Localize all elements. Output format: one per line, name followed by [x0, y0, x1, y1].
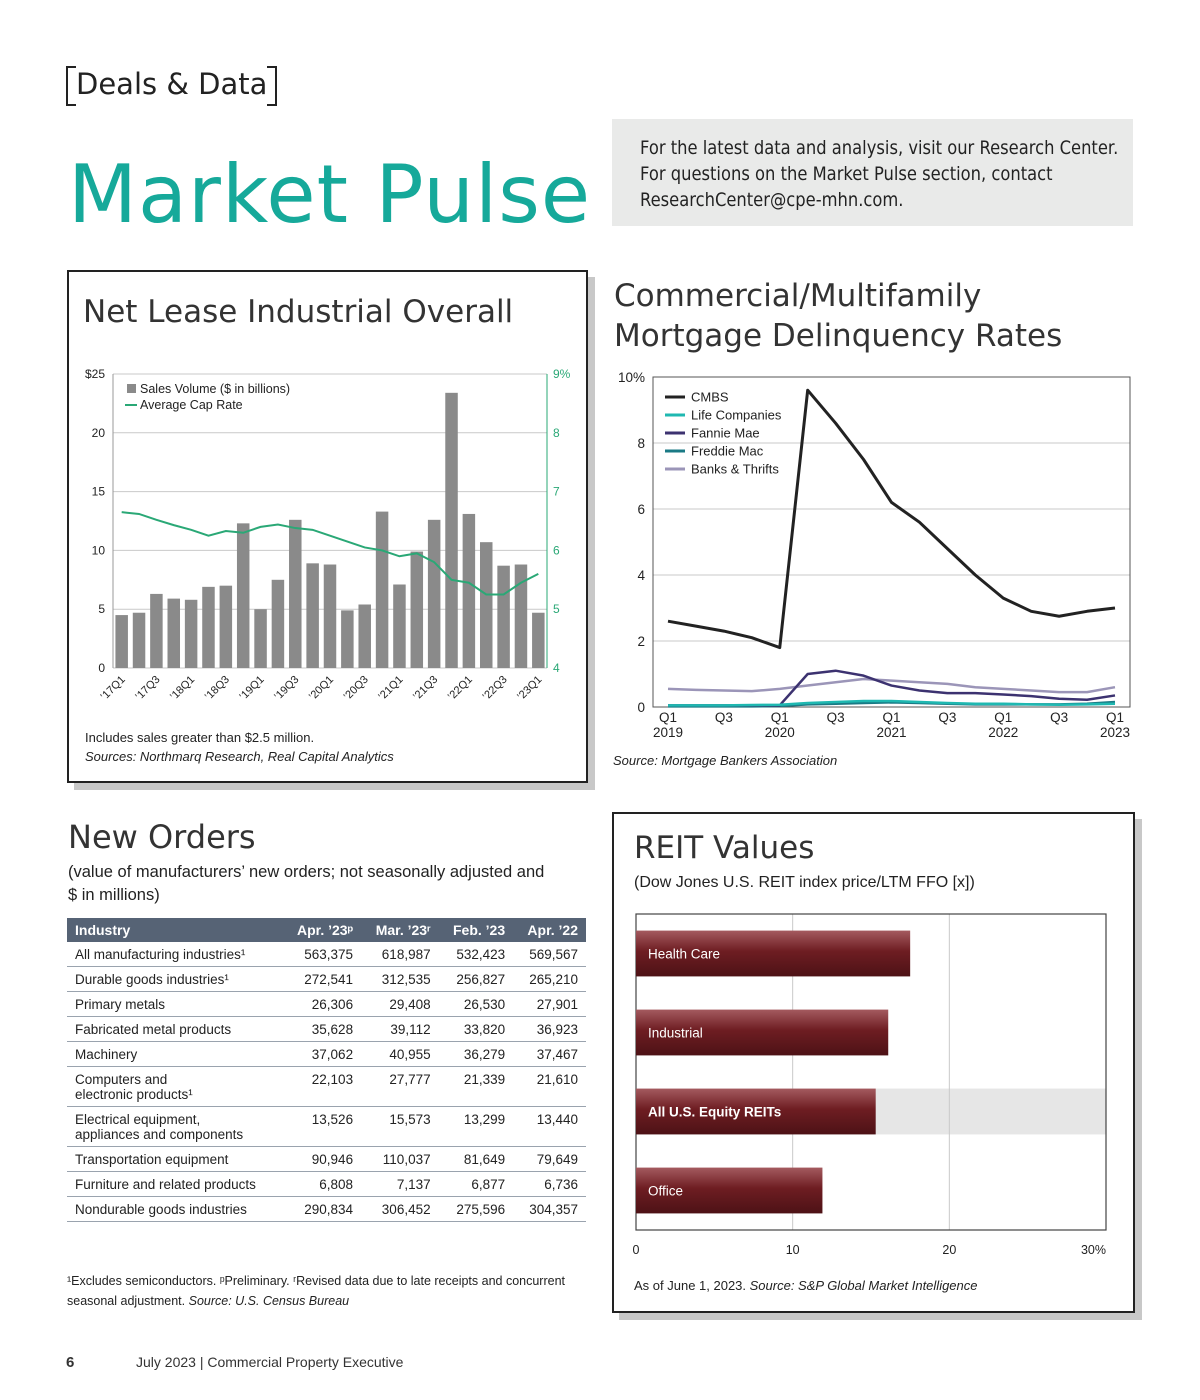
table-row [67, 1017, 586, 1042]
value-cell: 40,955 [361, 1042, 439, 1067]
industry-cell [67, 1147, 282, 1172]
net-lease-note: Includes sales greater than $2.5 million. [85, 730, 315, 745]
footer-issue: July 2023 [136, 1354, 196, 1370]
x-tick-year-label: 2020 [764, 725, 795, 740]
delinquency-title-line2: Mortgage Delinquency Rates [614, 318, 1063, 354]
sales-volume-bar [289, 520, 301, 668]
industry-cell [67, 1107, 282, 1147]
value-cell: 265,210 [513, 967, 586, 992]
value-cell: 6,808 [282, 1172, 361, 1197]
sales-volume-bar [376, 512, 388, 668]
value-cell: 90,946 [282, 1147, 361, 1172]
x-tick-label: ’17Q3 [133, 673, 163, 703]
y-tick-label-left: $25 [84, 367, 105, 381]
y-tick-label-left: 5 [98, 602, 105, 617]
reit-panel [612, 812, 1135, 1313]
y-tick-label-right: 4 [553, 661, 560, 675]
table-row [67, 1067, 586, 1107]
sales-volume-bar [220, 586, 232, 668]
sales-volume-bar [324, 565, 336, 668]
industry-cell [67, 942, 282, 967]
table-row [67, 942, 586, 967]
industry-cell [67, 1067, 282, 1107]
value-cell: 13,299 [439, 1107, 514, 1147]
industry-name: Machinery [75, 1047, 138, 1062]
table-header-row [67, 918, 586, 942]
value-cell: 36,279 [439, 1042, 514, 1067]
value-cell: 312,535 [361, 967, 439, 992]
y-tick-label-left: 20 [91, 425, 105, 440]
table-row [67, 967, 586, 992]
sales-volume-bar [463, 514, 475, 668]
x-tick-label: Q1 [770, 710, 789, 725]
x-tick-label: ’20Q3 [341, 673, 371, 703]
value-cell: 304,357 [513, 1197, 586, 1222]
info-line: For the latest data and analysis, visit our Research Center. [640, 137, 1119, 159]
net-lease-chart [69, 362, 586, 722]
x-tick-label: Q1 [658, 710, 678, 725]
delinquency-title-line1: Commercial/Multifamily [614, 278, 982, 314]
reit-subtitle: (Dow Jones U.S. REIT index price/LTM FFO [x]) [634, 874, 975, 891]
y-tick-label-left: 0 [98, 661, 105, 675]
industry-name-cont: electronic products¹ [75, 1087, 193, 1102]
footnote-text: seasonal adjustment. [67, 1294, 189, 1308]
value-cell: 569,567 [513, 942, 586, 967]
x-tick-label: Q1 [994, 710, 1013, 725]
page-number: 6 [66, 1354, 75, 1371]
industry-name: Durable goods industries¹ [75, 972, 229, 987]
value-cell: 33,820 [439, 1017, 514, 1042]
value-cell: 7,137 [361, 1172, 439, 1197]
table-row [67, 1042, 586, 1067]
value-cell: 290,834 [282, 1197, 361, 1222]
reit-title: REIT Values [634, 830, 815, 866]
reit-source: Source: S&P Global Market Intelligence [749, 1278, 978, 1293]
value-cell: 79,649 [513, 1147, 586, 1172]
column-header: Apr. ’23ᵖ [282, 918, 361, 942]
value-cell: 21,339 [439, 1067, 514, 1107]
value-cell: 532,423 [439, 942, 514, 967]
sales-volume-bar [497, 566, 509, 668]
x-tick-label: ’22Q3 [480, 673, 510, 703]
reit-bar-label: Health Care [648, 946, 721, 962]
y-tick-label: 10% [617, 370, 645, 385]
x-tick-year-label: 2021 [876, 725, 907, 740]
column-header: Apr. ’22 [513, 918, 586, 942]
legend-label: Life Companies [691, 407, 782, 423]
y-tick-label-right: 9% [553, 367, 571, 381]
value-cell: 39,112 [361, 1017, 439, 1042]
value-cell: 15,573 [361, 1107, 439, 1147]
value-cell: 275,596 [439, 1197, 514, 1222]
industry-name-cont: appliances and components [75, 1127, 244, 1142]
sales-volume-bar [341, 610, 353, 668]
y-tick-label: 0 [637, 700, 645, 715]
sales-volume-bar [115, 615, 127, 668]
value-cell: 6,877 [439, 1172, 514, 1197]
new-orders-footnote-line1: ¹Excludes semiconductors. ᵖPreliminary. ʳRevised data due to late receipts and concurrent [67, 1274, 566, 1288]
footer-pub-name: Commercial Property Executive [207, 1354, 404, 1370]
sales-volume-bar [393, 585, 405, 668]
value-cell: 6,736 [513, 1172, 586, 1197]
value-cell: 110,037 [361, 1147, 439, 1172]
sales-volume-bar [202, 587, 214, 668]
reit-note [634, 1278, 978, 1293]
x-tick-year-label: 2023 [1099, 725, 1131, 740]
net-lease-panel [67, 270, 588, 783]
y-tick-label-right: 6 [553, 543, 560, 558]
x-tick-label: ’20Q1 [306, 673, 337, 703]
table-row [67, 1197, 586, 1222]
x-tick-label: Q1 [1105, 710, 1125, 725]
industry-name: Primary metals [75, 997, 166, 1012]
value-cell: 13,440 [513, 1107, 586, 1147]
reit-note-text: As of June 1, 2023. [634, 1278, 750, 1293]
y-tick-label-left: 15 [91, 484, 105, 499]
y-tick-label-right: 5 [553, 602, 560, 617]
value-cell: 35,628 [282, 1017, 361, 1042]
legend-label: Sales Volume ($ in billions) [140, 382, 291, 396]
sales-volume-bar [428, 520, 440, 668]
legend-label: Freddie Mac [691, 443, 764, 459]
industry-cell [67, 1197, 282, 1222]
y-tick-label-right: 8 [553, 425, 560, 440]
value-cell: 618,987 [361, 942, 439, 967]
footer-separator: | [199, 1354, 204, 1370]
legend-label: Banks & Thrifts [691, 461, 779, 477]
industry-cell [67, 1042, 282, 1067]
sales-volume-bar [358, 604, 370, 668]
legend-label: CMBS [691, 389, 729, 405]
value-cell: 29,408 [361, 992, 439, 1017]
x-tick-label: ’17Q1 [98, 673, 128, 703]
x-tick-label: Q3 [1050, 710, 1069, 725]
x-tick-label: ’23Q1 [515, 673, 545, 703]
sales-volume-bar [532, 613, 544, 668]
x-tick-year-label: 2022 [988, 725, 1019, 740]
value-cell: 306,452 [361, 1197, 439, 1222]
table-row [67, 992, 586, 1017]
new-orders-table [67, 918, 586, 1222]
x-tick-label: Q3 [714, 710, 733, 725]
new-orders-subtitle-line1: (value of manufacturers’ new orders; not seasonally adjusted and [68, 863, 545, 881]
x-tick-label: Q1 [882, 710, 901, 725]
y-tick-label: 2 [637, 634, 645, 649]
sales-volume-bar [185, 600, 197, 668]
x-tick-label: ’18Q1 [167, 673, 198, 703]
info-line: ResearchCenter@cpe-mhn.com. [640, 189, 904, 211]
sales-volume-bar [411, 552, 423, 668]
section-tag: Deals & Data [66, 66, 277, 102]
x-tick-label: ’18Q3 [202, 673, 232, 703]
y-tick-label: 6 [637, 502, 645, 517]
value-cell: 26,306 [282, 992, 361, 1017]
table-row [67, 1107, 586, 1147]
legend-label: Average Cap Rate [140, 398, 243, 412]
value-cell: 81,649 [439, 1147, 514, 1172]
value-cell: 37,467 [513, 1042, 586, 1067]
reit-bar-label: All U.S. Equity REITs [648, 1104, 782, 1120]
x-tick-label: 20 [942, 1243, 957, 1257]
industry-name: Nondurable goods industries [75, 1202, 247, 1217]
sales-volume-bar [254, 609, 266, 668]
value-cell: 21,610 [513, 1067, 586, 1107]
reit-chart [614, 904, 1133, 1274]
x-tick-label: ’21Q3 [411, 673, 441, 703]
value-cell: 36,923 [513, 1017, 586, 1042]
x-tick-label: ’22Q1 [445, 673, 476, 703]
industry-name: Electrical equipment, [75, 1112, 201, 1127]
net-lease-sources: Sources: Northmarq Research, Real Capital Analytics [85, 749, 394, 764]
y-tick-label: 8 [637, 436, 645, 451]
x-tick-label: 10 [785, 1243, 800, 1257]
sales-volume-bar [133, 613, 145, 668]
sales-volume-bar [237, 523, 249, 668]
sales-volume-bar [150, 594, 162, 668]
table-row [67, 1172, 586, 1197]
sales-volume-bar [272, 580, 284, 668]
info-line: For questions on the Market Pulse section, contact [640, 163, 1053, 185]
x-tick-label: Q3 [938, 710, 957, 725]
industry-name: All manufacturing industries¹ [75, 947, 246, 962]
footnote-source: Source: U.S. Census Bureau [188, 1294, 350, 1308]
value-cell: 27,777 [361, 1067, 439, 1107]
value-cell: 256,827 [439, 967, 514, 992]
industry-name: Computers and [75, 1072, 168, 1087]
value-cell: 13,526 [282, 1107, 361, 1147]
legend-bar-swatch [127, 384, 136, 393]
y-tick-label-right: 7 [553, 484, 560, 499]
value-cell: 22,103 [282, 1067, 361, 1107]
page-title: Market Pulse [68, 148, 592, 241]
delinquency-source: Source: Mortgage Bankers Association [613, 753, 838, 768]
x-tick-label: ’19Q3 [272, 673, 302, 703]
net-lease-title: Net Lease Industrial Overall [83, 294, 514, 330]
sales-volume-bar [480, 542, 492, 668]
new-orders-footnote-line2 [67, 1294, 349, 1308]
value-cell: 27,901 [513, 992, 586, 1017]
industry-cell [67, 1017, 282, 1042]
industry-cell [67, 967, 282, 992]
column-header: Industry [67, 918, 282, 942]
x-tick-year-label: 2019 [652, 725, 684, 740]
y-tick-label: 4 [637, 568, 645, 583]
sales-volume-bar [168, 599, 180, 668]
value-cell: 272,541 [282, 967, 361, 992]
legend-label: Fannie Mae [691, 425, 760, 441]
table-row [67, 1147, 586, 1172]
x-tick-label: 0 [632, 1243, 640, 1257]
new-orders-title: New Orders [68, 818, 256, 856]
industry-cell [67, 992, 282, 1017]
sales-volume-bar [445, 393, 457, 668]
x-tick-label: ’21Q1 [376, 673, 406, 703]
delinquency-chart [605, 368, 1155, 748]
y-tick-label-left: 10 [91, 543, 105, 558]
value-cell: 37,062 [282, 1042, 361, 1067]
value-cell: 26,530 [439, 992, 514, 1017]
research-center-info-box [612, 119, 1133, 226]
x-tick-label: ’19Q1 [237, 673, 267, 703]
column-header: Feb. ’23 [439, 918, 514, 942]
reit-bar-label: Office [648, 1183, 684, 1199]
x-tick-label: Q3 [826, 710, 845, 725]
x-tick-label: 30% [1080, 1243, 1106, 1257]
value-cell: 563,375 [282, 942, 361, 967]
sales-volume-bar [306, 563, 318, 668]
column-header: Mar. ’23ʳ [361, 918, 439, 942]
industry-name: Furniture and related products [75, 1177, 256, 1192]
reit-bar-label: Industrial [648, 1025, 703, 1041]
industry-name: Fabricated metal products [75, 1022, 232, 1037]
industry-cell [67, 1172, 282, 1197]
new-orders-subtitle-line2: $ in millions) [68, 886, 160, 904]
footer-publication [136, 1354, 403, 1370]
industry-name: Transportation equipment [75, 1152, 229, 1167]
